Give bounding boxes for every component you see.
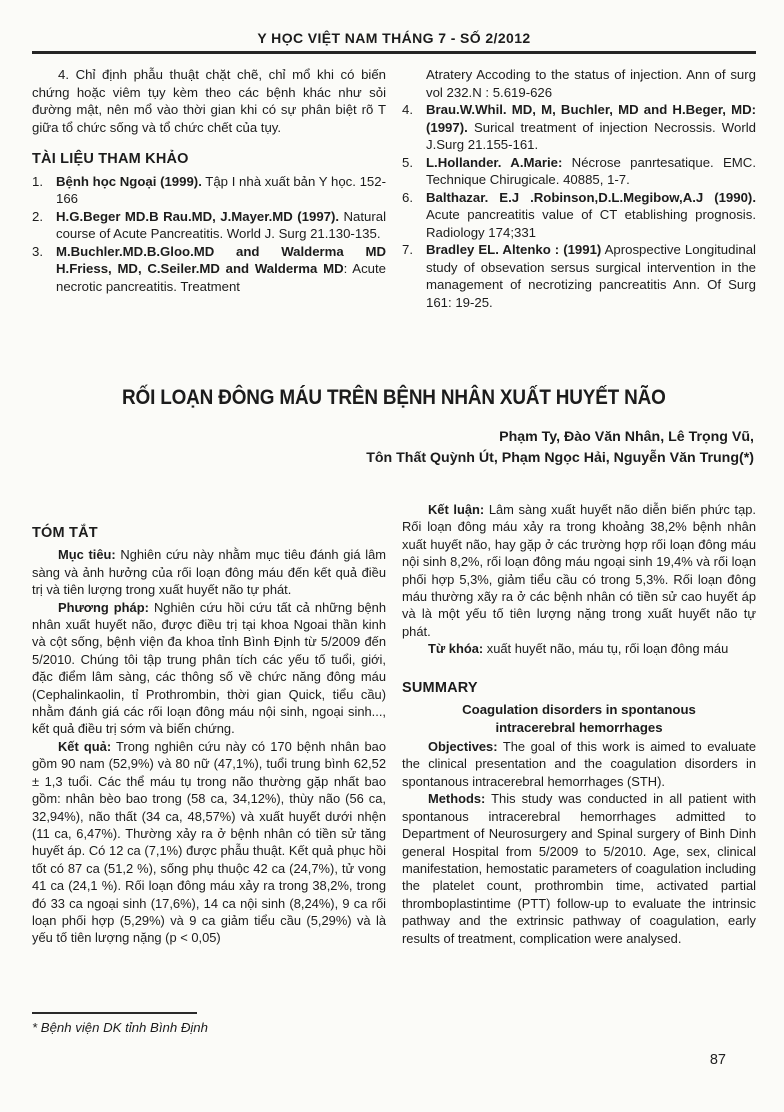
reference-number: 7. (402, 242, 413, 257)
reference-number: 2. (32, 208, 43, 224)
reference-item (402, 101, 756, 154)
closing-paragraph: 4. Chỉ định phẫu thuật chặt chẽ, chỉ mổ khi có biến chứng hoặc viêm tụy kèm theo các bệnh khác như sỏi đường mật, nên mổ vào thời gian khi có sự phân biệt rõ T giữa tổ chức sống và tổ chức chết của tụy. (32, 67, 386, 135)
summary-subtitle (402, 701, 756, 736)
page-number: 87 (709, 1052, 726, 1068)
journal-header (32, 30, 756, 51)
authors-line-2: Tôn Thất Quỳnh Út, Phạm Ngọc Hải, Nguyễn Văn Trung(*) (366, 450, 754, 466)
header-rule (32, 51, 756, 54)
reference-item (402, 189, 756, 242)
journal-header-text: Y HỌC VIỆT NAM THÁNG 7 - SỐ 2/2012 (257, 30, 531, 46)
references-section (32, 66, 756, 311)
reference-item (32, 208, 386, 243)
conclusion-summary-column (402, 501, 756, 947)
article-authors (32, 427, 756, 469)
reference-text: Bệnh học Ngoại (1999). Tập I nhà xuất bản Y học. 152-166 (56, 173, 386, 206)
reference-text: Brau.W.Whil. MD, M, Buchler, MD and H.Beger, MD: (1997). Surical treatment of injection Necrossis. World J.Surg 21.155-161. (426, 102, 756, 152)
reference-number: 3. (32, 243, 43, 259)
abstract-column (32, 501, 386, 947)
reference-number: 1. (32, 173, 43, 189)
reference-number: 6. (402, 189, 413, 205)
summary-subtitle-line-2: intracerebral hemorrhages (495, 719, 663, 735)
summary-methods-paragraph: Methods: This study was conducted in all patient with spontanous intracerebral hemorrhages admitted to Department of Neurosurgery and Spinal surgery of Binh Dinh general Hospital from 5/2009 to 5/2010. Age, sex, clinical manifestation, hemostatic parameters of coagulation including the platelet count, prothrombin time, activated partial thromboplastintime (PTT) follow-up to evaluate the intrinsic pathway and the extrinsic pathway of coagulation, early results of treatment, complication were analysed. (402, 791, 756, 946)
abstract-heading: TÓM TẮT (32, 525, 98, 541)
reference-text: M.Buchler.MD.B.Gloo.MD and Walderma MD H.Friess, MD, C.Seiler.MD and Walderma MD: Acute necrotic pancreatitis. Treatment (56, 243, 387, 294)
abstract-results-paragraph: Kết quả: Trong nghiên cứu này có 170 bệnh nhân bao gồm 90 nam (52,9%) và 80 nữ (47,1%), tuổi trung bình 62,52 ± 1,3 tuổi. Các thể máu tụ trong não thường gặp nhất bao gồm: nhân bèo bao trong (58 ca, 34,12%), thùy não (56 ca, 32,94%), não thất (34 ca, 48,57%) và xuất huyết dưới nhện (11 ca, 6,47%). Thường xảy ra ở bệnh nhân có tiền sử tăng huyết áp. Có 12 ca (7,1%) được phẫu thuật. Kết quả phục hồi tốt có 87 ca (51,2 %), sống phụ thuộc 42 ca (24,7%), tử vong 41 ca (24,1 %). Rối loạn đông máu xảy ra trong 38,2%, trong đó 33 ca ngoại sinh (17,6%), 14 ca nội sinh (8,24%), 9 ca rối loạn phối hợp (5,29%) và 9 ca giảm tiểu cầu (5,29%) và là yếu tố tiên lượng nặng (p < 0,05) (32, 738, 386, 946)
article-title-text: RỐI LOẠN ĐÔNG MÁU TRÊN BỆNH NHÂN XUẤT HUYẾT NÃO (122, 385, 666, 409)
reference-item (402, 154, 756, 189)
reference-text: Balthazar. E.J .Robinson,D.L.Megibow,A.J (1990). Acute pancreatitis value of CT etablishing prognosis. Radiology 174;331 (426, 189, 756, 240)
abstract-methods-paragraph: Phương pháp: Nghiên cứu hồi cứu tất cả những bệnh nhân xuất huyết não, được điều trị tại khoa Ngoai thần kinh và cột sống, bệnh viện đa khoa tỉnh Bình Định từ 5/2009 đến 5/2010. Chúng tôi tập trung phân tích các yếu tố tuổi, giới, đặc điểm lâm sàng, các thông số về chức năng đông máu (Cephalinkaolin, tỉ Prothrombin, thời gian Quick, tiểu cầu) nhằm đánh giá các rối loạn đông máu nội sinh, ngoại sinh..., kết quả điều trị sớm và biến chứng. (32, 599, 386, 737)
abstract-objectives-paragraph: Mục tiêu: Nghiên cứu này nhằm mục tiêu đánh giá lâm sàng và ảnh hưởng của rối loạn đông máu đến kết quả điều trị và tiên lượng trong xuất huyết não tự phát. (32, 547, 386, 598)
reference-text: L.Hollander. A.Marie: Nécrose panrtesatique. EMC. Technique Chirugicale. 40885, 1-7. (426, 154, 756, 187)
footnote (32, 1012, 362, 1035)
summary-subtitle-line-1: Coagulation disorders in spontanous (462, 702, 696, 718)
references-right-column (402, 66, 756, 311)
references-heading: TÀI LIỆU THAM KHẢO (32, 151, 189, 167)
references-left-column (32, 66, 386, 311)
reference-carryover: Atratery Accoding to the status of injection. Ann of surg vol 232.N : 5.619-626 (426, 67, 756, 100)
article-body (32, 501, 756, 947)
conclusion-paragraph: Kết luận: Lâm sàng xuất huyết não diễn biến phức tạp. Rối loạn đông máu xảy ra trong khoảng 38,2% bệnh nhân xuất huyết não, hay gặp ở các trường hợp rối loạn đông máu nội sinh 8,2%, rối loạn đông máu ngoại sinh 19,4% và rối loạn phối hợp 5,3%, giảm tiểu cầu có trong 5,3%. Rối loạn đông máu thường xãy ra ở các bệnh nhân có tiền sử cao huyết áp và là một yếu tố tiên lượng nặng trong xuất huyết não tự phát. (402, 502, 756, 639)
reference-number: 5. (402, 154, 413, 170)
summary-heading: SUMMARY (402, 679, 478, 696)
reference-item (32, 243, 386, 296)
article-title (32, 385, 756, 410)
footnote-rule (32, 1012, 197, 1014)
reference-text: H.G.Beger MD.B Rau.MD, J.Mayer.MD (1997). Natural course of Acute Pancreatitis. World J. Surg 21.130-135. (56, 208, 386, 241)
reference-item (32, 173, 386, 208)
authors-line-1: Phạm Ty, Đào Văn Nhân, Lê Trọng Vũ, (499, 429, 754, 445)
summary-objectives-paragraph: Objectives: The goal of this work is aimed to evaluate the clinical presentation and the coagulation disorders in spontanous intracerebral hemorrhages (STH). (402, 739, 756, 789)
reference-number: 4. (402, 102, 413, 117)
reference-text: Bradley EL. Altenko : (1991) Aprospective Longitudinal study of obsevation sersus surgical intervention in the management of necrotizing pancreatitis Ann. Of Surg 161: 19-25. (426, 242, 756, 310)
reference-item (402, 241, 756, 311)
keywords-line: Từ khóa: xuất huyết não, máu tụ, rối loạn đông máu (428, 641, 729, 657)
footnote-text: * Bệnh viện DK tỉnh Bình Định (32, 1020, 208, 1035)
